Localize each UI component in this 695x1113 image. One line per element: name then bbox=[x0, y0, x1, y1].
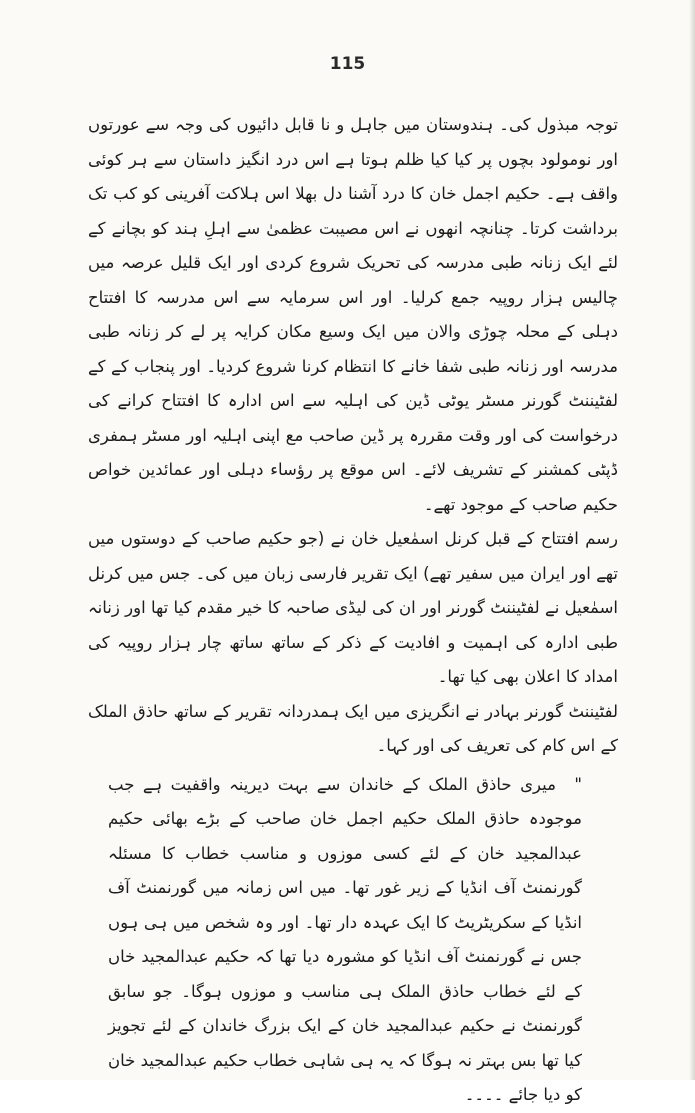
block-quote bbox=[108, 768, 582, 1113]
page-body-text bbox=[88, 108, 618, 1113]
quote-open-mark: " bbox=[574, 774, 582, 794]
page-edge-shadow bbox=[689, 0, 695, 1080]
paragraph-2: رسم افتتاح کے قبل کرنل اسمٰعیل خان نے (جو حکیم صاحب کے دوستوں میں تھے اور ایران میں سفیر تھے) ایک تقریر فارسی زبان میں کی۔ جس میں کرنل اسمٰعیل نے لفٹیننٹ گورنر اور ان کی لیڈی صاحبہ کا خیر مقدم کیا تھا اور زنانہ طبی ادارہ کی اہمیت و افادیت کے ذکر کے ساتھ ساتھ چار ہزار روپیہ کی امداد کا اعلان بھی کیا تھا۔ bbox=[88, 529, 618, 686]
page-number: 115 bbox=[329, 54, 366, 74]
paragraph-1: توجہ مبذول کی۔ ہندوستان میں جاہل و نا قابل دائیوں کی وجہ سے عورتوں اور نومولود بچوں پر کیا کیا ظلم ہوتا ہے اس درد انگیز داستان سے ہر کوئی واقف ہے۔ حکیم اجمل خان کا درد آشنا دل بھلا اس ہلاکت آفرینی کو کب تک برداشت کرتا۔ چنانچہ انھوں نے اس مصیبت عظمیٰ سے اہلِ ہند کو بچانے کے لئے ایک زنانہ طبی مدرسہ کی تحریک شروع کردی اور ایک قلیل عرصہ میں چالیس ہزار روپیہ جمع کرلیا۔ اور اس سرمایہ سے اس مدرسہ کا افتتاح دہلی کے محلہ چوڑی والان میں ایک وسیع مکان کرایہ پر لے کر زنانہ طبی مدرسہ اور زنانہ طبی شفا خانے کا انتظام کرنا شروع کردیا۔ اور پنجاب کے کے لفٹیننٹ گورنر مسٹر یوٹی ڈین کی اہلیہ سے اس ادارہ کا افتتاح کرانے کی درخواست کی اور وقت مقررہ پر ڈین صاحب مع اپنی اہلیہ اور مسٹر ہمفری ڈپٹی کمشنر کے تشریف لائے۔ اس موقع پر رؤساء دہلی اور عمائدین خواص حکیم صاحب کے موجود تھے۔ bbox=[88, 115, 618, 514]
quote-text: میری حاذق الملک کے خاندان سے بہت دیرینہ واقفیت ہے جب موجودہ حاذق الملک حکیم اجمل خان صاحب کے بڑے بھائی حکیم عبدالمجید خان کے لئے کسی موزوں و مناسب خطاب کا مسئلہ گورنمنٹ آف انڈیا کے زیر غور تھا۔ میں اس زمانہ میں گورنمنٹ آف انڈیا کے سکریٹریٹ کا ایک عہدہ دار تھا۔ اور وہ شخص میں ہی ہوں جس نے گورنمنٹ آف انڈیا کو مشورہ دیا تھا کہ حکیم عبدالمجید خاں کے لئے خطاب حاذق الملک ہی مناسب و موزوں ہوگا۔ جو سابق گورنمنٹ نے حکیم عبدالمجید خان کے ایک بزرگ خاندان کے لئے تجویز کیا تھا بس بہتر نہ ہوگا کہ یہ ہی شاہی خطاب حکیم عبدالمجید خان کو دیا جائے ۔۔۔۔ bbox=[108, 774, 582, 1104]
paragraph-3: لفٹیننٹ گورنر بہادر نے انگریزی میں ایک ہمدردانہ تقریر کے ساتھ حاذق الملک کے اس کام کی تعریف کی اور کہا۔ bbox=[88, 701, 618, 755]
